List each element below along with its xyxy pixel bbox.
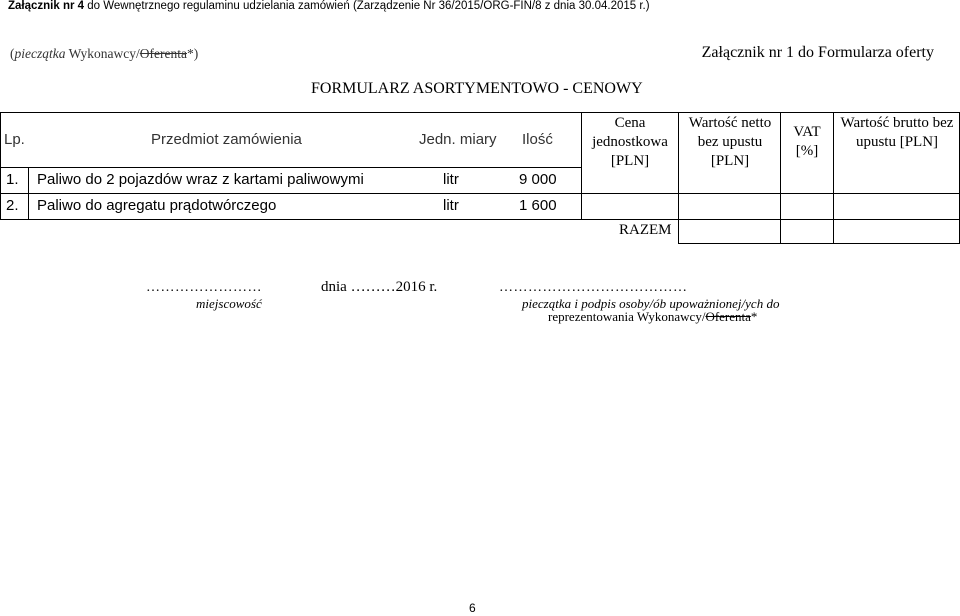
row-qty: 1 600 <box>519 197 557 214</box>
regulation-reference: do Wewnętrznego regulaminu udzielania zamówień (Zarządzenie Nr 36/2015/ORG-FIN/8 z dnia 30.04.2015 r.) <box>84 0 650 12</box>
date-field: dnia ………2016 r. <box>321 279 438 295</box>
header-lp: Lp. <box>4 131 25 148</box>
row-lp: 1. <box>6 171 19 188</box>
total-label: RAZEM <box>619 222 672 238</box>
place-dots: …………………… <box>146 280 262 295</box>
annex-label: Załącznik nr 1 do Formularza oferty <box>701 44 934 61</box>
struck-bidder: Oferenta <box>705 309 751 324</box>
signature-caption-line2: reprezentowania Wykonawcy/Oferenta* <box>548 309 758 324</box>
attachment-number: Załącznik nr 4 <box>8 0 85 12</box>
contractor-stamp-label: (pieczątka Wykonawcy/Oferenta*) <box>10 46 199 61</box>
table-border-top <box>0 112 960 113</box>
table-row-divider <box>0 219 960 220</box>
signature-dots: ………………………………… <box>499 280 688 295</box>
row-subject: Paliwo do agregatu prądotwórczego <box>37 197 277 214</box>
row-unit: litr <box>443 197 459 214</box>
header-gross-value: Wartość brutto bez upustu [PLN] <box>840 115 954 150</box>
struck-bidder: Oferenta <box>139 46 187 61</box>
row-qty: 9 000 <box>519 171 557 188</box>
document-header <box>8 0 650 12</box>
row-subject: Paliwo do 2 pojazdów wraz z kartami paliwowymi <box>37 171 364 188</box>
header-qty: Ilość <box>522 131 553 148</box>
table-row-divider <box>0 167 581 168</box>
header-unit: Jedn. miary <box>419 131 497 148</box>
form-title: FORMULARZ ASORTYMENTOWO - CENOWY <box>311 80 643 97</box>
header-net-value: Wartość netto bez upustu [PLN] <box>688 115 772 169</box>
header-subject: Przedmiot zamówienia <box>151 131 302 148</box>
stamp-word: pieczątka <box>14 46 66 61</box>
row-unit: litr <box>443 171 459 188</box>
header-unit-price: Cena jednostkowa [PLN] <box>592 115 668 169</box>
signature-caption-line1: pieczątka i podpis osoby/ób upoważnionej/ych do <box>522 296 780 311</box>
table-border-bottom <box>678 243 960 244</box>
place-caption: miejscowość <box>196 296 262 311</box>
header-vat: VAT [%] <box>793 124 821 159</box>
row-lp: 2. <box>6 197 19 214</box>
table-row-divider <box>0 193 960 194</box>
page-number: 6 <box>469 601 476 615</box>
